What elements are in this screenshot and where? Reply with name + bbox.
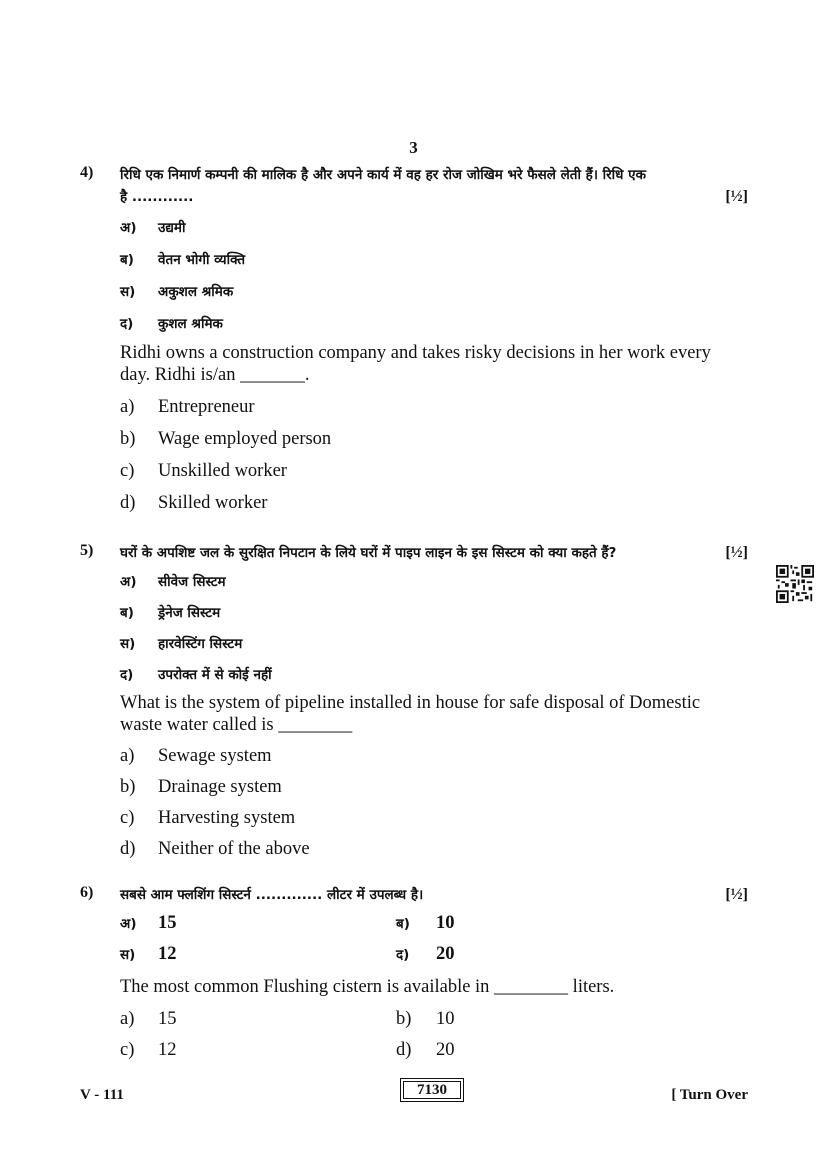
question-english-line-2: day. Ridhi is/an _______. (120, 365, 310, 385)
marks: [½] (725, 544, 748, 561)
question-hindi-line-2: है ............ (120, 189, 194, 205)
option-label: c) (120, 1040, 135, 1060)
option-text: Unskilled worker (158, 461, 287, 481)
option-label: b) (120, 429, 136, 449)
marks: [½] (725, 886, 748, 903)
question-hindi-line-1: रिधि एक निमार्ण कम्पनी की मालिक है और अपने कार्य में वह हर रोज जोखिम भरे फैसले लेती हैं। रिधि एक (120, 167, 646, 183)
option-label: d) (396, 1040, 412, 1060)
option-text: 12 (158, 944, 177, 964)
option-english-row-1 (120, 1008, 748, 1039)
option-label: c) (120, 808, 135, 828)
question-6 (80, 884, 748, 1070)
marks: [½] (725, 188, 748, 205)
option-text: उद्यमी (158, 220, 186, 236)
option-english-a (120, 745, 748, 776)
option-text: हारवेस्टिंग सिस्टम (158, 636, 243, 652)
option-label: a) (120, 746, 135, 766)
option-text: Drainage system (158, 777, 282, 797)
option-text: कुशल श्रमिक (158, 316, 223, 332)
option-text: 10 (436, 913, 455, 933)
qr-code (776, 565, 814, 603)
option-hindi-row-1 (120, 914, 748, 945)
option-text: 12 (158, 1040, 177, 1060)
option-hindi-b (120, 250, 748, 282)
option-text: 15 (158, 1009, 177, 1029)
option-label: अ) (120, 220, 137, 236)
option-label: ब) (120, 252, 134, 268)
option-text: Sewage system (158, 746, 272, 766)
option-label: ब) (120, 605, 134, 621)
option-text: Entrepreneur (158, 397, 255, 417)
question-english-line-1: What is the system of pipeline installed in house for safe disposal of Domestic (120, 693, 701, 713)
question-number: 6) (80, 884, 94, 901)
question-hindi-line-1: सबसे आम फ्लशिंग सिस्टर्न ............. लीटर में उपलब्ध है। (120, 887, 424, 903)
option-text: Harvesting system (158, 808, 296, 828)
question-number: 5) (80, 542, 94, 559)
question-english-line-2: waste water called is ________ (120, 715, 353, 735)
option-english-d (120, 492, 748, 524)
option-label: d) (120, 493, 136, 513)
question-english-line-1: Ridhi owns a construction company and takes risky decisions in her work every (120, 343, 711, 363)
option-english-b (120, 776, 748, 807)
option-label: c) (120, 461, 135, 481)
option-label: अ) (120, 574, 137, 590)
page-number: 3 (409, 138, 418, 157)
option-text: 20 (436, 1040, 455, 1060)
option-label: a) (120, 1009, 135, 1029)
option-text: 10 (436, 1009, 455, 1029)
option-text: वेतन भोगी व्यक्ति (158, 252, 246, 268)
question-5 (80, 542, 748, 869)
question-hindi-line-1: घरों के अपशिष्ट जल के सुरक्षित निपटान के लिये घरों में पाइप लाइन के इस सिस्टम को क्या कहते हैं? (120, 545, 617, 561)
option-hindi-row-2 (120, 945, 748, 976)
option-label: अ) (120, 916, 137, 932)
option-text: उपरोक्त में से कोई नहीं (158, 667, 272, 683)
option-hindi-a (120, 218, 748, 250)
option-label: b) (396, 1009, 412, 1029)
option-label: a) (120, 397, 135, 417)
turn-over-note: [ Turn Over (671, 1087, 748, 1103)
question-english-line-1: The most common Flushing cistern is available in ________ liters. (120, 977, 615, 997)
option-text: Neither of the above (158, 839, 310, 859)
booklet-code: 7130 (417, 1082, 447, 1098)
option-english-d (120, 838, 748, 869)
option-label: d) (120, 839, 136, 859)
option-english-c (120, 807, 748, 838)
option-text: 15 (158, 913, 177, 933)
question-hindi-line-1-row (120, 884, 748, 906)
option-text: 20 (436, 944, 455, 964)
option-label: स) (120, 636, 136, 652)
option-label: स) (120, 284, 136, 300)
option-text: Skilled worker (158, 493, 268, 513)
option-text: अकुशल श्रमिक (158, 284, 234, 300)
question-hindi-line-1-row (120, 542, 748, 564)
booklet-code-box (400, 1078, 464, 1102)
option-hindi-c (120, 634, 748, 665)
option-hindi-d (120, 665, 748, 692)
question-number: 4) (80, 164, 94, 181)
option-english-c (120, 460, 748, 492)
option-english-row-2 (120, 1039, 748, 1070)
option-text: ड्रेनेज सिस्टम (158, 605, 221, 621)
option-label: द) (120, 667, 134, 683)
question-4 (80, 164, 748, 524)
question-hindi-line-2-row (120, 186, 748, 208)
option-label: द) (396, 947, 410, 963)
option-hindi-b (120, 603, 748, 634)
option-label: b) (120, 777, 136, 797)
option-english-a (120, 396, 748, 428)
option-text: Wage employed person (158, 429, 332, 449)
option-label: ब) (396, 916, 410, 932)
option-hindi-a (120, 572, 748, 603)
paper-code: V - 111 (80, 1087, 124, 1103)
option-hindi-d (120, 314, 748, 342)
option-english-b (120, 428, 748, 460)
option-hindi-c (120, 282, 748, 314)
option-label: द) (120, 316, 134, 332)
option-label: स) (120, 947, 136, 963)
option-text: सीवेज सिस्टम (158, 574, 226, 590)
